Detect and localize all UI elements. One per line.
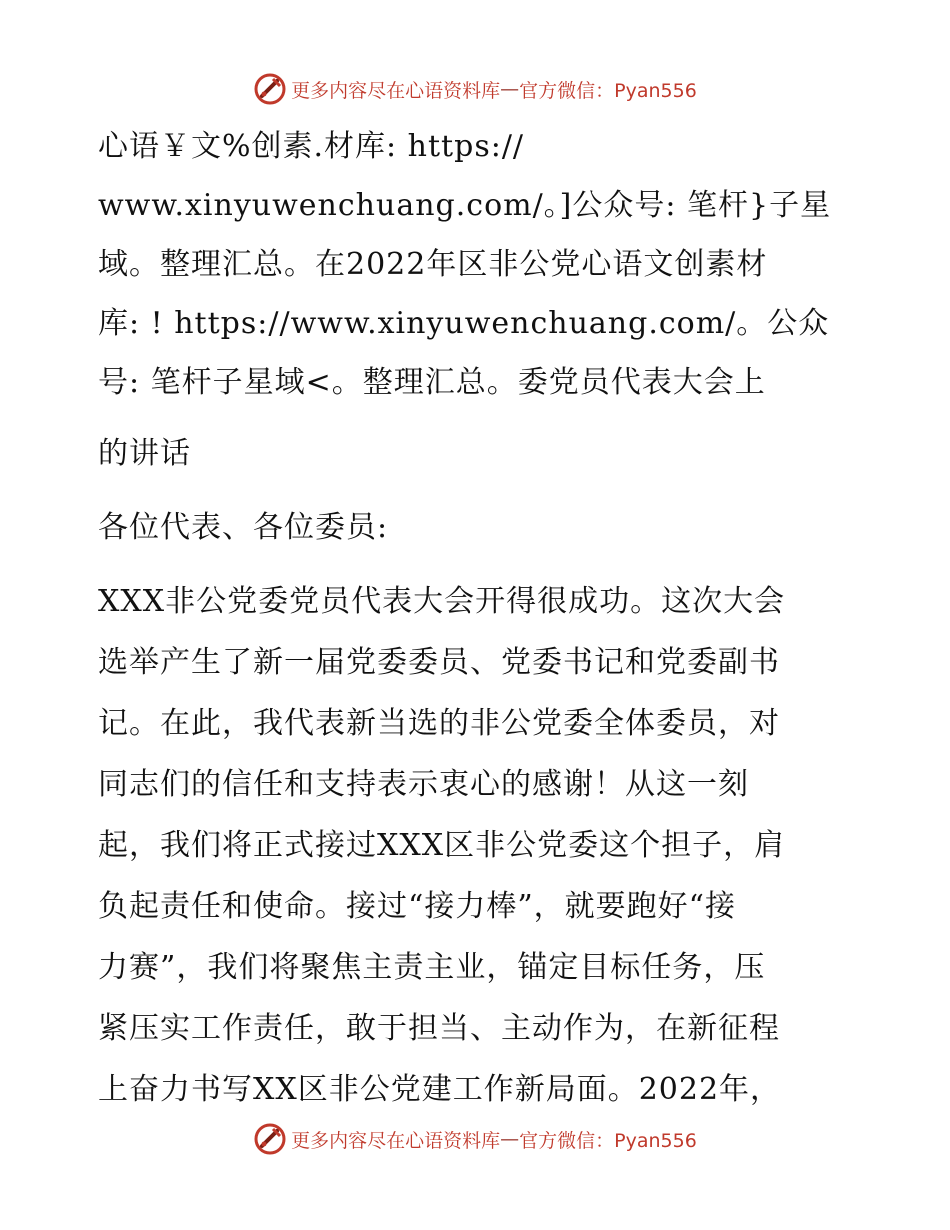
text-line: 选举产生了新一届党委委员、党委书记和党委副书 bbox=[98, 645, 780, 680]
banner-text: 更多内容尽在心语资料库 bbox=[291, 79, 501, 102]
banner-wechat: 官方微信：Pyan556 bbox=[519, 79, 697, 102]
text-line: 负起责任和使命。接过“接力棒”，就要跑好“接 bbox=[98, 889, 737, 924]
document-body bbox=[98, 118, 858, 1119]
footer-banner bbox=[0, 1122, 950, 1156]
text-line: 各位代表、各位委员: bbox=[98, 510, 389, 545]
text-line: 紧压实工作责任，敢于担当、主动作为，在新征程 bbox=[98, 1011, 780, 1046]
text-line: www.xinyuwenchuang.com/。]公众号: 笔杆}子星 bbox=[98, 188, 832, 223]
text-line: 力赛”，我们将聚焦主责主业，锚定目标任务，压 bbox=[98, 950, 766, 985]
text-line: 的讲话 bbox=[98, 436, 191, 471]
text-line: 域。整理汇总。在2022年区非公党心语文创素材 bbox=[98, 247, 768, 282]
text-line: 心语￥文%创素.材库: https:// bbox=[98, 129, 525, 164]
text-line: 库: ! https://www.xinyuwenchuang.com/。公众 bbox=[98, 306, 830, 341]
text-line: 号: 笔杆子星域<。整理汇总。委党员代表大会上 bbox=[98, 365, 766, 400]
banner-wechat: 官方微信：Pyan556 bbox=[519, 1129, 697, 1152]
banner-separator: — bbox=[500, 78, 520, 100]
text-line: 同志们的信任和支持表示衷心的感谢！从这一刻 bbox=[98, 767, 749, 802]
banner-text: 更多内容尽在心语资料库 bbox=[291, 1129, 501, 1152]
text-line: XXX非公党委党员代表大会开得很成功。这次大会 bbox=[98, 584, 786, 619]
text-line: 记。在此，我代表新当选的非公党委全体委员，对 bbox=[98, 706, 780, 741]
header-banner bbox=[0, 72, 950, 106]
brand-logo-icon bbox=[253, 1122, 287, 1156]
brand-logo-icon bbox=[253, 72, 287, 106]
banner-separator: — bbox=[500, 1128, 520, 1150]
text-line: 上奋力书写XX区非公党建工作新局面。2022年， bbox=[98, 1072, 782, 1107]
text-line: 起，我们将正式接过XXX区非公党委这个担子，肩 bbox=[98, 828, 786, 863]
